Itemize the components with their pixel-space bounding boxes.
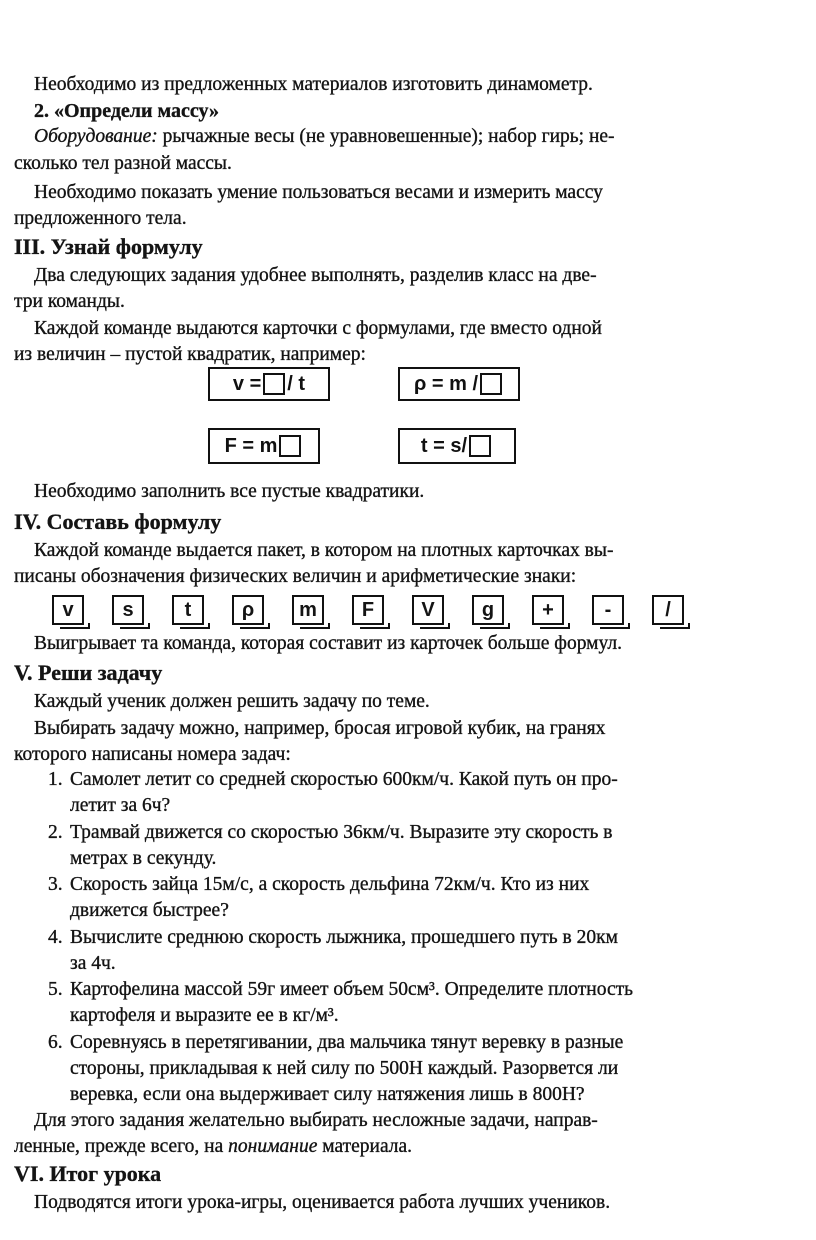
problem-item-5-line-2: картофеля и выразите ее в кг/м³. [70, 1005, 339, 1026]
textbook-page: Необходимо из предложенных материалов изготовить динамометр. 2. «Определи массу» Оборудование: рычажные весы (не уравновешенные); набор гирь; не- сколько тел разной массы. Необходимо показать умение пользоваться весами и измерить массу предложенного тела. III. Узнай формулу Два следующих задания удобнее выполнять, разделив класс на две- три команды. Каждой команде выдаются карточки с формулами, где вместо одной из величин – пустой квадратик, например: v = / t ρ = m / F = m t = s/ Необходимо заполнить все пустые квадратики. IV. Составь формулу Каждой команде выдается пакет, в котором на плотных карточках вы- писаны обозначения физических величин и арифметические знаки: v s t ρ m F V g + - / Выигрывает та команда, которая составит из карточек больше формул. V. Реши задачу Каждый ученик должен решить задачу по теме. Выбирать задачу можно, например, бросая игровой кубик, на гранях которого написаны номера задач: 1. Самолет летит со средней скоростью 600км/ч. Какой путь он про- летит за 6ч? 2. Трамвай движется со скоростью 36км/ч. Выразите эту скорость в метрах в секунду. 3. Скорость зайца 15м/с, а скорость дельфина 72км/ч. Кто из них движется быстрее? 4. Вычислите среднюю скорость лыжника, прошедшего путь в 20км за 4ч. 5. Картофелина массой 59г имеет объем 50см³. Определите плотность картофеля и выразите ее в кг/м³. 6. Соревнуясь в перетягивании, два мальчика тянут веревку в разные стороны, прикладывая к ней силу по 500Н каждый. Разорвется ли веревка, если она выдерживает силу натяжения лишь в 800Н? Для этого задания желательно выбирать несложные задачи, направ- ленные, прежде всего, на понимание материала. VI. Итог урока Подводятся итоги урока-игры, оценивается работа лучших учеников. [0, 0, 816, 1240]
symbol-card: t [172, 595, 204, 625]
emphasis-understanding: понимание [228, 1136, 318, 1157]
task2-need-line-2: предложенного тела. [14, 208, 187, 229]
empty-square [263, 373, 285, 395]
problem-item-4-line-2: за 4ч. [70, 953, 116, 974]
problem-item-1-line-2: летит за 6ч? [70, 795, 171, 816]
empty-square [480, 373, 502, 395]
task2-title: 2. «Определи массу» [34, 100, 220, 122]
section6-p1: Подводятся итоги урока-игры, оценивается работа лучших учеников. [34, 1192, 611, 1213]
section5-p3-line-1: Для этого задания желательно выбирать несложные задачи, направ- [34, 1110, 598, 1131]
section3-p1-line-1: Два следующих задания удобнее выполнять, разделив класс на две- [34, 265, 597, 286]
symbol-card: v [52, 595, 84, 625]
empty-square [469, 435, 491, 457]
problem-item-2-line-2: метрах в секунду. [70, 848, 217, 869]
task2-equipment-line-2: сколько тел разной массы. [14, 153, 232, 174]
formula-card-time: t = s/ [398, 428, 516, 464]
problem-item-6-line-3: веревка, если она выдерживает силу натяжения лишь в 800Н? [70, 1084, 585, 1105]
symbol-card: g [472, 595, 504, 625]
section5-p2-line-2: которого написаны номера задач: [14, 744, 291, 765]
task2-need-line-1: Необходимо показать умение пользоваться весами и измерить массу [34, 182, 603, 203]
equipment-text-1: рычажные весы (не уравновешенные); набор гирь; не- [157, 126, 615, 147]
section3-p3: Необходимо заполнить все пустые квадратики. [34, 481, 425, 502]
section4-p1-line-2: писаны обозначения физических величин и арифметические знаки: [14, 566, 577, 587]
section3-p2-line-1: Каждой команде выдаются карточки с формулами, где вместо одной [34, 318, 602, 339]
symbol-card: ρ [232, 595, 264, 625]
section3-p2-line-2: из величин – пустой квадратик, например: [14, 344, 366, 365]
formula-card-force: F = m [208, 428, 320, 464]
section3-heading: III. Узнай формулу [14, 234, 203, 259]
symbol-card: m [292, 595, 324, 625]
section3-p1-line-2: три команды. [14, 291, 125, 312]
symbol-card: V [412, 595, 444, 625]
formula-card-velocity: v = / t [208, 367, 330, 401]
problem-item-6-line-2: стороны, прикладывая к ней силу по 500Н каждый. Разорвется ли [70, 1058, 619, 1079]
section5-p2-line-1: Выбирать задачу можно, например, бросая игровой кубик, на гранях [34, 718, 606, 739]
equipment-label: Оборудование: [34, 126, 158, 147]
section4-p1-line-1: Каждой команде выдается пакет, в котором на плотных карточках вы- [34, 540, 614, 561]
formula-card-density: ρ = m / [398, 367, 520, 401]
section6-heading: VI. Итог урока [14, 1161, 162, 1186]
symbol-card: + [532, 595, 564, 625]
task2-equipment-line-1 [34, 124, 724, 150]
intro-line: Необходимо из предложенных материалов изготовить динамометр. [34, 74, 593, 95]
section5-p1: Каждый ученик должен решить задачу по теме. [34, 691, 430, 712]
symbol-card: / [652, 595, 684, 625]
section5-p3-line-2: ленные, прежде всего, на понимание материала. [14, 1136, 413, 1157]
symbol-card: - [592, 595, 624, 625]
section4-heading: IV. Составь формулу [14, 509, 222, 534]
problem-item-3-line-2: движется быстрее? [70, 900, 229, 921]
section4-p2: Выигрывает та команда, которая составит из карточек больше формул. [34, 633, 622, 654]
section5-heading: V. Реши задачу [14, 660, 163, 685]
symbol-card: F [352, 595, 384, 625]
symbol-card: s [112, 595, 144, 625]
empty-square [279, 435, 301, 457]
